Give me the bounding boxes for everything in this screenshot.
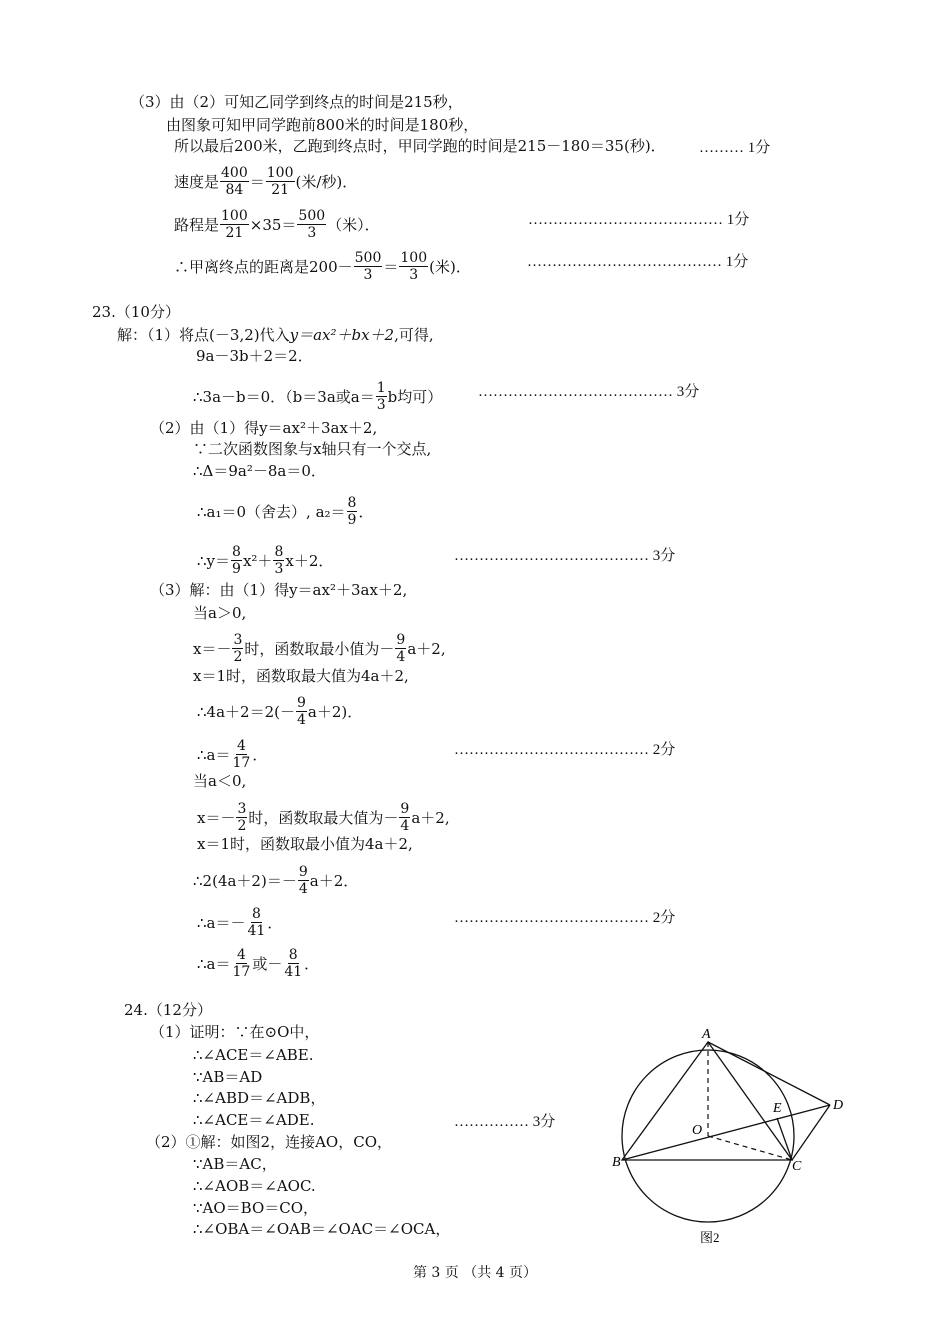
text: x＝－ (197, 808, 236, 827)
fraction (273, 544, 284, 577)
q23-score-3: ………………………………… 2分 (454, 742, 676, 758)
denominator: 3 (376, 397, 386, 413)
label-a: A (702, 1028, 711, 1042)
q24-line-3: ∵AB＝AD (193, 1068, 263, 1086)
numerator: 9 (400, 801, 410, 817)
fraction (247, 906, 267, 939)
denominator: 9 (347, 512, 357, 528)
q23-p1-line-3 (193, 380, 443, 413)
solution-intro: 解：（1）将点(－3,2)代入 (117, 326, 290, 344)
fraction (231, 544, 242, 577)
q22-line-3: 所以最后200米，乙跑到终点时，甲同学跑的时间是215－180＝35(秒)． (174, 137, 666, 155)
remaining-label: ∴甲离终点的距离是200－ (174, 257, 353, 276)
q24-line-6: （2）①解：如图2，连接AO，CO， (146, 1133, 392, 1151)
fraction (297, 208, 326, 241)
q23-p2-line-4 (197, 495, 374, 528)
text: ． (252, 745, 268, 764)
q23-p2-line-3: ∴Δ＝9a²－8a＝0． (193, 462, 326, 480)
fraction (283, 947, 303, 980)
q23-p2-line-5 (197, 544, 334, 577)
function-expression: y＝ax²＋bx＋2 (289, 326, 395, 344)
page-footer: 第 3 页 （共 4 页） (412, 1265, 538, 1281)
text: ∴a＝－ (197, 913, 246, 932)
fraction (296, 695, 307, 728)
numerator: 8 (251, 906, 261, 922)
text: 时，函数取最小值为－ (244, 639, 395, 658)
segment-ce (777, 1118, 792, 1160)
q22-distance-line (174, 208, 380, 241)
text: a＋2)． (307, 702, 363, 721)
q23-p3-line-1: （3）解：由（1）得y＝ax²＋3ax＋2, (150, 581, 408, 599)
label-e: E (773, 1101, 782, 1116)
q23-heading: 23.（10分） (92, 303, 180, 321)
text: a＋2, (407, 639, 446, 658)
text: ∴a＝ (197, 954, 231, 973)
label-o: O (692, 1123, 703, 1138)
label-c: C (792, 1159, 802, 1174)
numerator: 1 (376, 380, 386, 396)
denominator: 2 (237, 818, 247, 834)
text: x＝－ (193, 639, 232, 658)
denominator: 17 (232, 755, 251, 771)
q22-score-3: ………………………………… 1分 (527, 254, 749, 270)
fraction (236, 801, 247, 834)
distance-unit: （米）． (327, 215, 380, 234)
fraction (347, 495, 358, 528)
denominator: 21 (225, 225, 244, 241)
geometry-figure (600, 1028, 860, 1253)
figure-caption: 图2 (700, 1230, 720, 1245)
q23-p3-line-12 (197, 947, 320, 980)
q23-p3-line-2: 当a＞0, (193, 604, 247, 622)
fraction (298, 864, 309, 897)
numerator: 9 (298, 864, 308, 880)
numerator: 8 (288, 947, 298, 963)
fraction (399, 801, 410, 834)
label-d: D (833, 1098, 844, 1113)
text: ∴a＝ (197, 745, 231, 764)
denominator: 21 (271, 182, 290, 198)
q23-p3-line-8 (197, 801, 450, 834)
text: ∴a₁＝0（舍去）, a₂＝ (197, 502, 346, 521)
q22-line-1: （3）由（2）可知乙同学到终点的时间是215秒， (130, 93, 463, 111)
segment-bd (622, 1105, 830, 1160)
fraction (266, 165, 295, 198)
q24-line-2: ∴∠ACE＝∠ABE. (193, 1046, 314, 1064)
remaining-unit: (米)． (429, 257, 471, 276)
q22-speed-line (174, 165, 358, 198)
denominator: 41 (284, 964, 303, 980)
q24-line-4: ∴∠ABD＝∠ADB， (193, 1089, 326, 1107)
q23-p2-line-2: ∵二次函数图象与x轴只有一个交点, (193, 440, 432, 458)
denominator: 84 (225, 182, 244, 198)
text: ,可得, (394, 326, 434, 344)
fraction (232, 738, 252, 771)
numerator: 9 (296, 695, 306, 711)
denominator: 3 (409, 267, 419, 283)
text: ∴4a＋2＝2(－ (197, 702, 295, 721)
fraction (395, 632, 406, 665)
q24-line-5: ∴∠ACE＝∠ADE. (193, 1111, 315, 1129)
denominator: 17 (232, 964, 251, 980)
fraction (220, 165, 249, 198)
q23-score-4: ………………………………… 2分 (454, 910, 676, 926)
denominator: 3 (363, 267, 373, 283)
text: ． (304, 954, 320, 973)
q23-p3-line-11 (197, 906, 283, 939)
segment-ad (708, 1042, 830, 1105)
text: b均可） (387, 387, 443, 406)
q23-p3-line-6 (197, 738, 268, 771)
text: ． (267, 913, 283, 932)
numerator: 8 (232, 544, 241, 560)
denominator: 9 (232, 561, 241, 577)
q22-line-2: 由图象可知甲同学跑前800米的时间是180秒， (166, 116, 479, 134)
segment-oc-dashed (708, 1136, 792, 1160)
numerator: 4 (236, 947, 246, 963)
label-b: B (612, 1155, 621, 1170)
numerator: 100 (400, 250, 428, 266)
numerator: 500 (298, 208, 326, 224)
q23-p3-line-4: x＝1时，函数取最大值为4a＋2, (193, 667, 409, 685)
q24-line-9: ∵AO＝BO＝CO， (193, 1199, 319, 1217)
numerator: 3 (233, 632, 243, 648)
equals-sign: ＝ (383, 257, 399, 276)
text: 时，函数取最大值为－ (248, 808, 399, 827)
denominator: 4 (400, 818, 410, 834)
fraction (232, 947, 252, 980)
denominator: 41 (247, 923, 266, 939)
q23-p3-line-10 (193, 864, 359, 897)
q24-line-7: ∵AB＝AC， (193, 1155, 277, 1173)
fraction (354, 250, 383, 283)
q23-p1-line-2: 9a－3b＋2＝2． (196, 347, 313, 365)
fraction (399, 250, 428, 283)
numerator: 100 (266, 165, 294, 181)
numerator: 9 (396, 632, 406, 648)
denominator: 3 (307, 225, 317, 241)
text: x²＋ (242, 551, 273, 570)
numerator: 8 (274, 544, 284, 560)
denominator: 4 (396, 649, 406, 665)
q22-remaining-line (174, 250, 471, 283)
q23-p3-line-5 (197, 695, 363, 728)
multiply-expr: ×35＝ (249, 215, 297, 234)
q23-p3-line-7: 当a＜0, (193, 772, 247, 790)
speed-unit: (米/秒)． (295, 172, 358, 191)
fraction (232, 632, 243, 665)
distance-label: 路程是 (174, 215, 220, 234)
text: ． (358, 502, 374, 521)
q22-score-2: ………………………………… 1分 (528, 212, 750, 228)
denominator: 4 (298, 881, 308, 897)
triangle-abc (622, 1042, 792, 1160)
numerator: 400 (221, 165, 248, 181)
equals-sign: ＝ (249, 172, 265, 191)
q24-line-8: ∴∠AOB＝∠AOC. (193, 1177, 316, 1195)
q24-heading: 24.（12分） (124, 1001, 212, 1019)
numerator: 3 (237, 801, 247, 817)
q23-p3-line-3 (193, 632, 446, 665)
q24-line-10: ∴∠OBA＝∠OAB＝∠OAC＝∠OCA， (193, 1220, 451, 1238)
text: x＋2． (285, 551, 334, 570)
text: ∴y＝ (197, 551, 231, 570)
q23-p2-line-1: （2）由（1）得y＝ax²＋3ax＋2, (150, 419, 378, 437)
denominator: 4 (296, 712, 306, 728)
denominator: 2 (233, 649, 243, 665)
q22-score-1: ……… 1分 (699, 140, 771, 156)
text: a＋2, (411, 808, 450, 827)
q23-score-1: ………………………………… 3分 (478, 384, 700, 400)
text: ∴3a－b＝0．（b＝3a或a＝ (193, 387, 375, 406)
text: 或－ (252, 954, 283, 973)
fraction (220, 208, 249, 241)
numerator: 4 (236, 738, 246, 754)
numerator: 100 (221, 208, 248, 224)
q23-p3-line-9: x＝1时，函数取最小值为4a＋2, (197, 835, 413, 853)
numerator: 500 (354, 250, 382, 266)
text: a＋2． (309, 871, 359, 890)
q23-score-2: ………………………………… 3分 (454, 548, 676, 564)
q24-line-1: （1）证明：∵在⊙O中， (150, 1023, 320, 1041)
text: ∴2(4a＋2)＝－ (193, 871, 297, 890)
speed-label: 速度是 (174, 172, 220, 191)
denominator: 3 (274, 561, 284, 577)
q23-p1-line-1 (117, 324, 434, 344)
fraction (376, 380, 387, 413)
q24-score-1: …………… 3分 (454, 1114, 556, 1130)
numerator: 8 (347, 495, 357, 511)
